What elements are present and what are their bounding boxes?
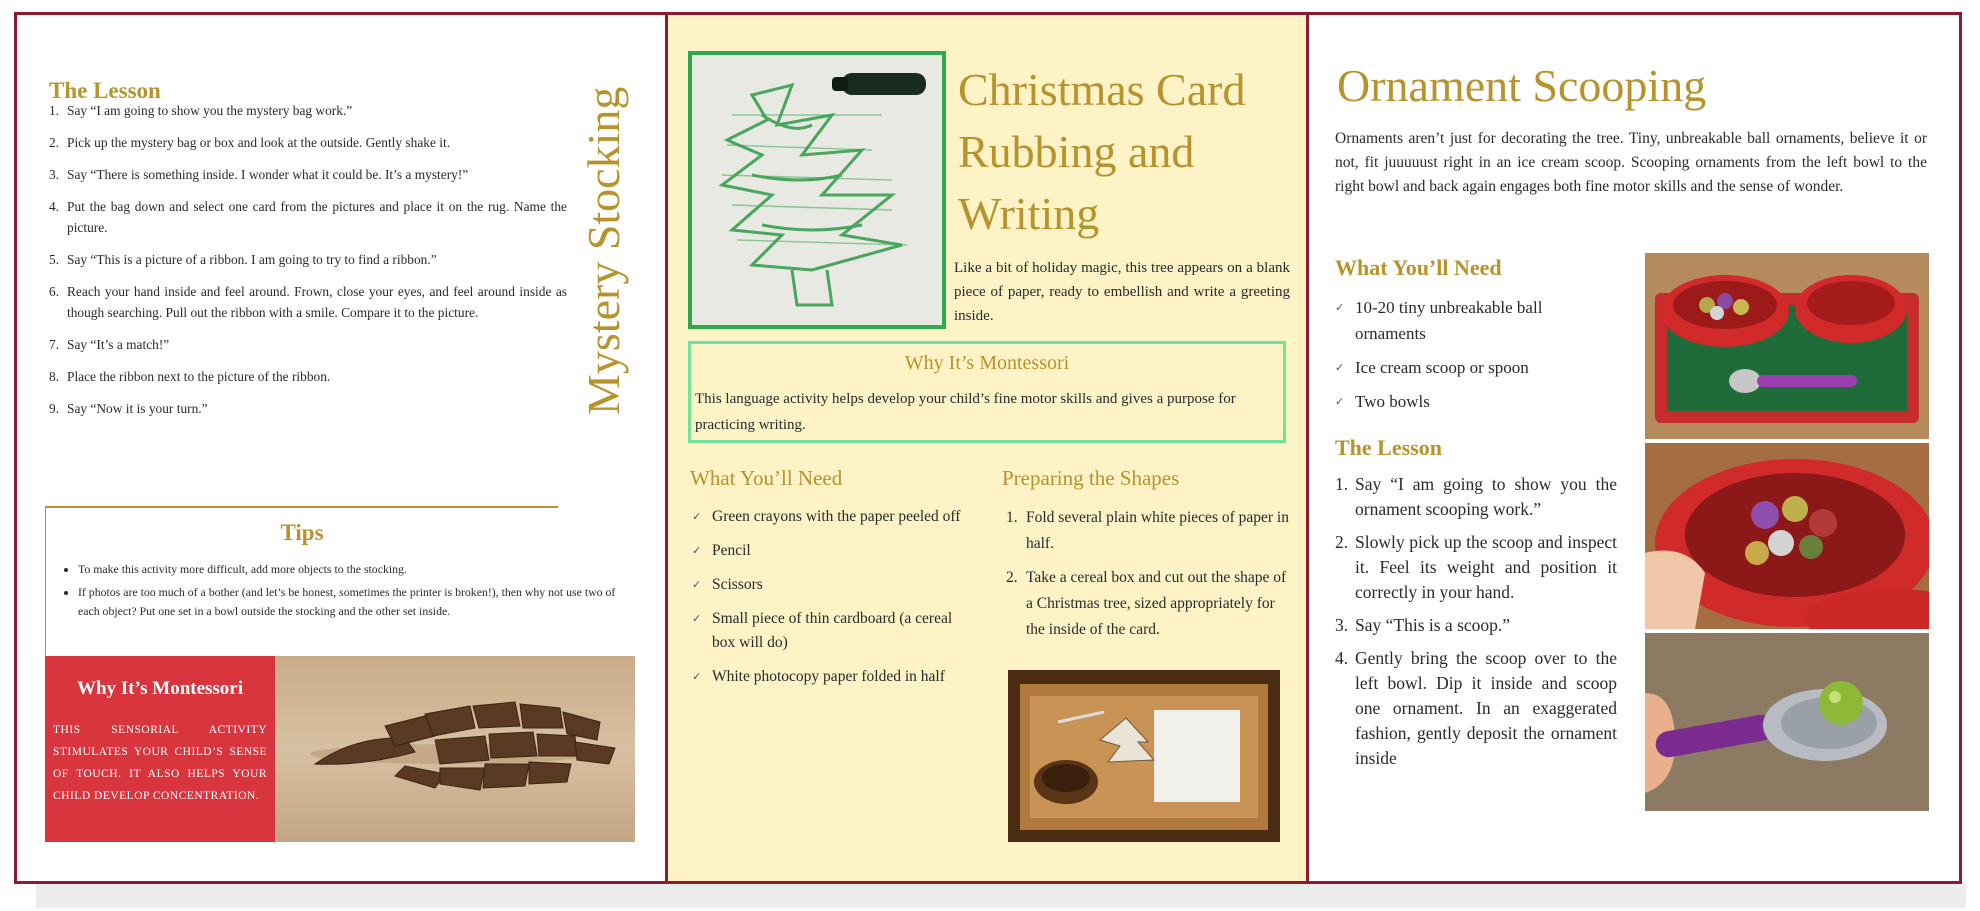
item-text: 10-20 tiny unbreakable ball ornaments [1355, 298, 1543, 343]
step-number: 4. [1335, 648, 1349, 668]
montessori-box [688, 341, 1286, 443]
wooden-tray-icon [1008, 670, 1280, 842]
list-item [49, 132, 567, 153]
pinecone-icon [275, 656, 635, 842]
montessori-text: This language activity helps develop your child’s fine motor skills and gives a purpose for practicing writing. [695, 391, 1236, 433]
item-text: Ice cream scoop or spoon [1355, 358, 1529, 377]
tips-list [60, 560, 638, 625]
tips-box [45, 506, 616, 658]
step-text: Say “There is something inside. I wonder what it could be. It’s a mystery!” [67, 167, 469, 182]
step-number: 4. [49, 199, 60, 214]
preparing-shapes-heading: Preparing the Shapes [1002, 466, 1180, 490]
list-item [49, 398, 567, 419]
ornaments-bowl-photo [1645, 443, 1929, 629]
step-text: Say “This is a picture of a ribbon. I am going to try to find a ribbon.” [67, 252, 437, 267]
brochure-frame [14, 12, 1962, 884]
check-mark-icon: ✓ [1335, 302, 1345, 314]
step-number: 2. [1335, 532, 1349, 552]
list-item [1335, 355, 1615, 381]
check-mark-icon: ✓ [1335, 362, 1345, 374]
bowls-photo [1645, 253, 1929, 439]
montessori-box [45, 656, 275, 842]
step-text: Gently bring the scoop over to the left bowl. Dip it inside and scoop one ornament. In an exaggerated fashion, gently deposit the ornament inside [1355, 648, 1617, 768]
list-item [692, 573, 972, 597]
list-item [49, 366, 567, 387]
christmas-card-title: Christmas Card Rubbing and Writing [958, 64, 1246, 239]
list-item [692, 665, 972, 689]
list-item [692, 539, 972, 563]
step-number: 2. [1006, 569, 1018, 586]
tray-photo [1008, 670, 1280, 842]
christmas-tree-icon [692, 55, 942, 325]
item-text: Scissors [712, 576, 763, 593]
list-item [49, 334, 567, 355]
step-text: Say “This is a scoop.” [1355, 615, 1511, 635]
lesson-steps-list [1335, 472, 1617, 779]
step-number: 1. [1006, 509, 1018, 526]
step-number: 9. [49, 401, 60, 416]
list-item [692, 505, 972, 529]
list-item [1335, 530, 1617, 605]
mystery-stocking-title: Mystery Stocking [578, 86, 629, 415]
ornament-scooping-description: Ornaments aren’t just for decorating the tree. Tiny, unbreakable ball ornaments, believe it or not, fit juuuuust right in an ice cream scoop. Scooping ornaments from the left bowl to the right bowl and back again engages both fine motor skills and the sense of wonder. [1335, 130, 1927, 195]
check-mark-icon: ✓ [692, 613, 702, 625]
scoop-photo [1645, 633, 1929, 811]
page-shadow [36, 884, 1966, 908]
step-text: Pick up the mystery bag or box and look at the outside. Gently shake it. [67, 135, 451, 150]
check-mark-icon: ✓ [692, 511, 702, 523]
step-text: Take a cereal box and cut out the shape of a Christmas tree, sized appropriately for the inside of the card. [1026, 569, 1287, 638]
step-text: Fold several plain white pieces of paper in half. [1026, 509, 1289, 552]
step-number: 5. [49, 252, 60, 267]
list-item [692, 607, 972, 655]
what-you-need-heading: What You’ll Need [1335, 255, 1502, 280]
check-mark-icon: ✓ [1335, 396, 1345, 408]
preparing-steps-list [1006, 505, 1290, 651]
item-text: Green crayons with the paper peeled off [712, 508, 961, 525]
list-item [1335, 472, 1617, 522]
step-text: Say “It’s a match!” [67, 337, 170, 352]
item-text: Small piece of thin cardboard (a cereal box will do) [712, 610, 953, 651]
supplies-list [692, 505, 972, 699]
tree-rubbing-photo [688, 51, 946, 329]
list-item [1335, 646, 1617, 771]
panel-mystery-stocking [17, 15, 665, 881]
item-text: Two bowls [1355, 392, 1430, 411]
list-item [1006, 505, 1290, 557]
check-mark-icon: ✓ [692, 545, 702, 557]
panel-christmas-card [665, 15, 1309, 881]
step-number: 3. [49, 167, 60, 182]
list-item [49, 196, 567, 238]
step-text: Reach your hand inside and feel around. Frown, close your eyes, and feel around inside as though searching. Pull out the ribbon with a smile. Compare it to the picture. [67, 284, 567, 320]
step-text: Put the bag down and select one card from the pictures and place it on the rug. Name the picture. [67, 199, 567, 235]
step-text: Say “I am going to show you the ornament scooping work.” [1355, 474, 1617, 519]
list-item [1335, 389, 1615, 415]
what-you-need-heading: What You’ll Need [690, 466, 843, 490]
item-text: White photocopy paper folded in half [712, 668, 945, 685]
item-text: Pencil [712, 542, 751, 559]
list-item [49, 281, 567, 323]
tip-item: • If photos are too much of a bother (and let’s be honest, sometimes the printer is broken!), then why not use two of each object? Put one set in a bowl outside the stocking and the other set inside. [78, 583, 638, 621]
pinecone-photo [275, 656, 635, 842]
step-number: 1. [1335, 474, 1349, 494]
bowls-tray-icon [1645, 253, 1929, 439]
list-item [1006, 565, 1290, 643]
check-mark-icon: ✓ [692, 671, 702, 683]
lesson-heading: The Lesson [1335, 435, 1442, 460]
step-text: Slowly pick up the scoop and inspect it. Feel its weight and position it correctly in your hand. [1355, 532, 1617, 602]
montessori-heading: Why It’s Montessori [904, 352, 1070, 374]
ornaments-bowl-icon [1645, 443, 1929, 629]
step-number: 3. [1335, 615, 1349, 635]
list-item [1335, 613, 1617, 638]
step-text: Say “I am going to show you the mystery bag work.” [67, 103, 353, 118]
step-text: Say “Now it is your turn.” [67, 401, 208, 416]
list-item [49, 249, 567, 270]
list-item [49, 100, 567, 121]
montessori-heading: Why It’s Montessori [76, 678, 244, 699]
montessori-text: THIS SENSORIAL ACTIVITY STIMULATES YOUR CHILD’S SENSE OF TOUCH. IT ALSO HELPS YOUR CHILD DEVELOP CONCENTRATION. [53, 724, 267, 802]
step-number: 8. [49, 369, 60, 384]
christmas-card-description: Like a bit of holiday magic, this tree appears on a blank piece of paper, ready to embellish and write a greeting inside. [954, 260, 1290, 324]
step-number: 6. [49, 284, 60, 299]
step-text: Place the ribbon next to the picture of the ribbon. [67, 369, 331, 384]
step-number: 1. [49, 103, 60, 118]
step-number: 7. [49, 337, 60, 352]
scoop-ornament-icon [1645, 633, 1929, 811]
ornament-scooping-title: Ornament Scooping [1337, 60, 1707, 111]
lesson-steps-list [49, 100, 567, 430]
lesson-heading: The Lesson [49, 78, 161, 104]
check-mark-icon: ✓ [692, 579, 702, 591]
tip-item: • To make this activity more difficult, add more objects to the stocking. [78, 560, 638, 579]
tips-heading: Tips [280, 520, 324, 545]
panel-ornament-scooping [1309, 15, 1959, 881]
list-item [1335, 295, 1615, 347]
supplies-list [1335, 295, 1615, 423]
step-number: 2. [49, 135, 60, 150]
list-item [49, 164, 567, 185]
